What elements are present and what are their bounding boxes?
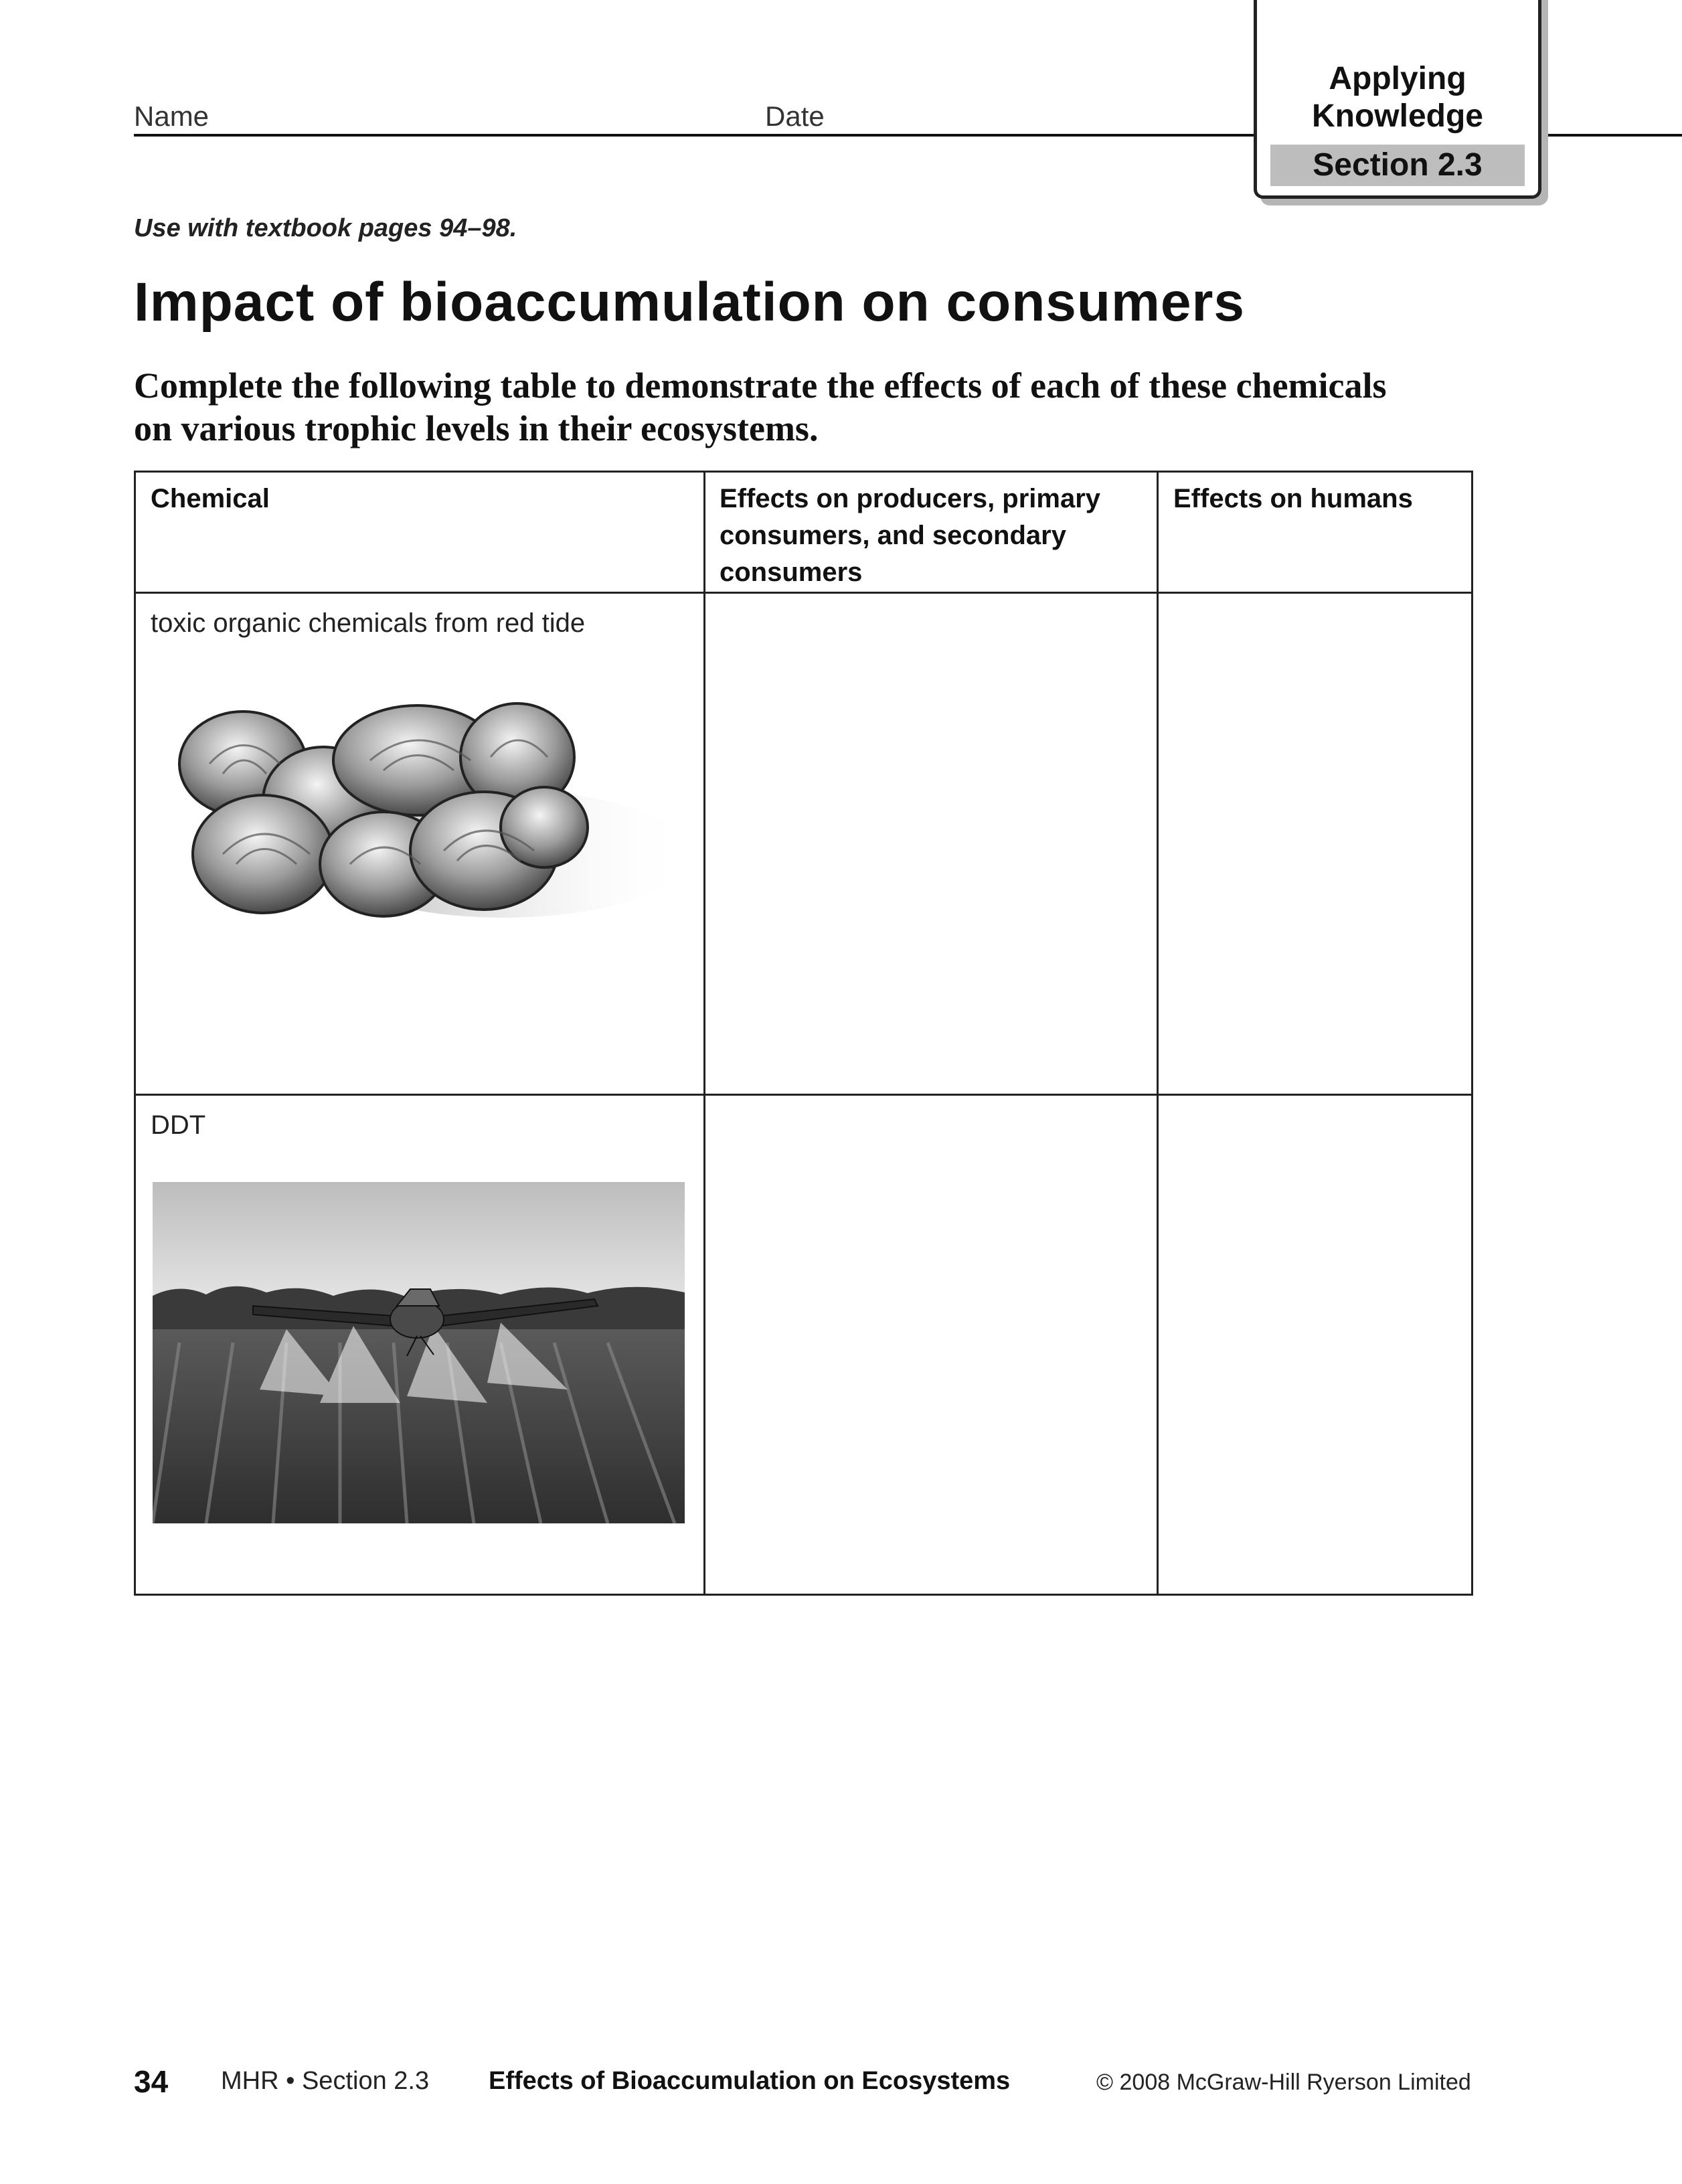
header-effects-consumers	[720, 481, 1134, 591]
textbook-reference: Use with textbook pages 94–98.	[134, 214, 517, 242]
footer-title: Effects of Bioaccumulation on Ecosystems	[489, 2067, 1011, 2095]
header-line: Effects on producers, primary	[720, 484, 1101, 513]
instructions	[134, 364, 1473, 450]
header-effects-humans: Effects on humans	[1173, 484, 1413, 513]
table-divider	[136, 592, 1471, 594]
chemical-effects-table	[134, 471, 1473, 1596]
footer-copyright: © 2008 McGraw-Hill Ryerson Limited	[1096, 2070, 1471, 2095]
tab-title-line2: Knowledge	[1311, 98, 1483, 134]
section-tab	[1254, 0, 1541, 199]
clams-illustration	[169, 700, 691, 928]
tab-section-label: Section 2.3	[1270, 145, 1525, 186]
header-line: consumers	[720, 558, 863, 587]
tab-title-line1: Applying	[1329, 61, 1466, 96]
tab-title	[1257, 60, 1538, 135]
instructions-line1: Complete the following table to demonstrate the effects of each of these chemicals	[134, 365, 1387, 406]
header-chemical: Chemical	[151, 484, 270, 513]
table-divider	[1157, 473, 1159, 1594]
instructions-line2: on various trophic levels in their ecosystems.	[134, 408, 819, 448]
date-label: Date	[765, 100, 825, 132]
table-divider	[703, 473, 705, 1594]
crop-duster-plane-illustration	[153, 1182, 685, 1523]
table-divider	[136, 1094, 1471, 1096]
page-title: Impact of bioaccumulation on consumers	[134, 272, 1246, 333]
row-chemical-ddt: DDT	[151, 1110, 206, 1140]
name-label: Name	[134, 100, 209, 132]
footer-section: MHR • Section 2.3	[221, 2067, 430, 2095]
page-number: 34	[134, 2064, 169, 2099]
header-line: consumers, and secondary	[720, 521, 1066, 550]
row-chemical-red-tide: toxic organic chemicals from red tide	[151, 608, 586, 638]
